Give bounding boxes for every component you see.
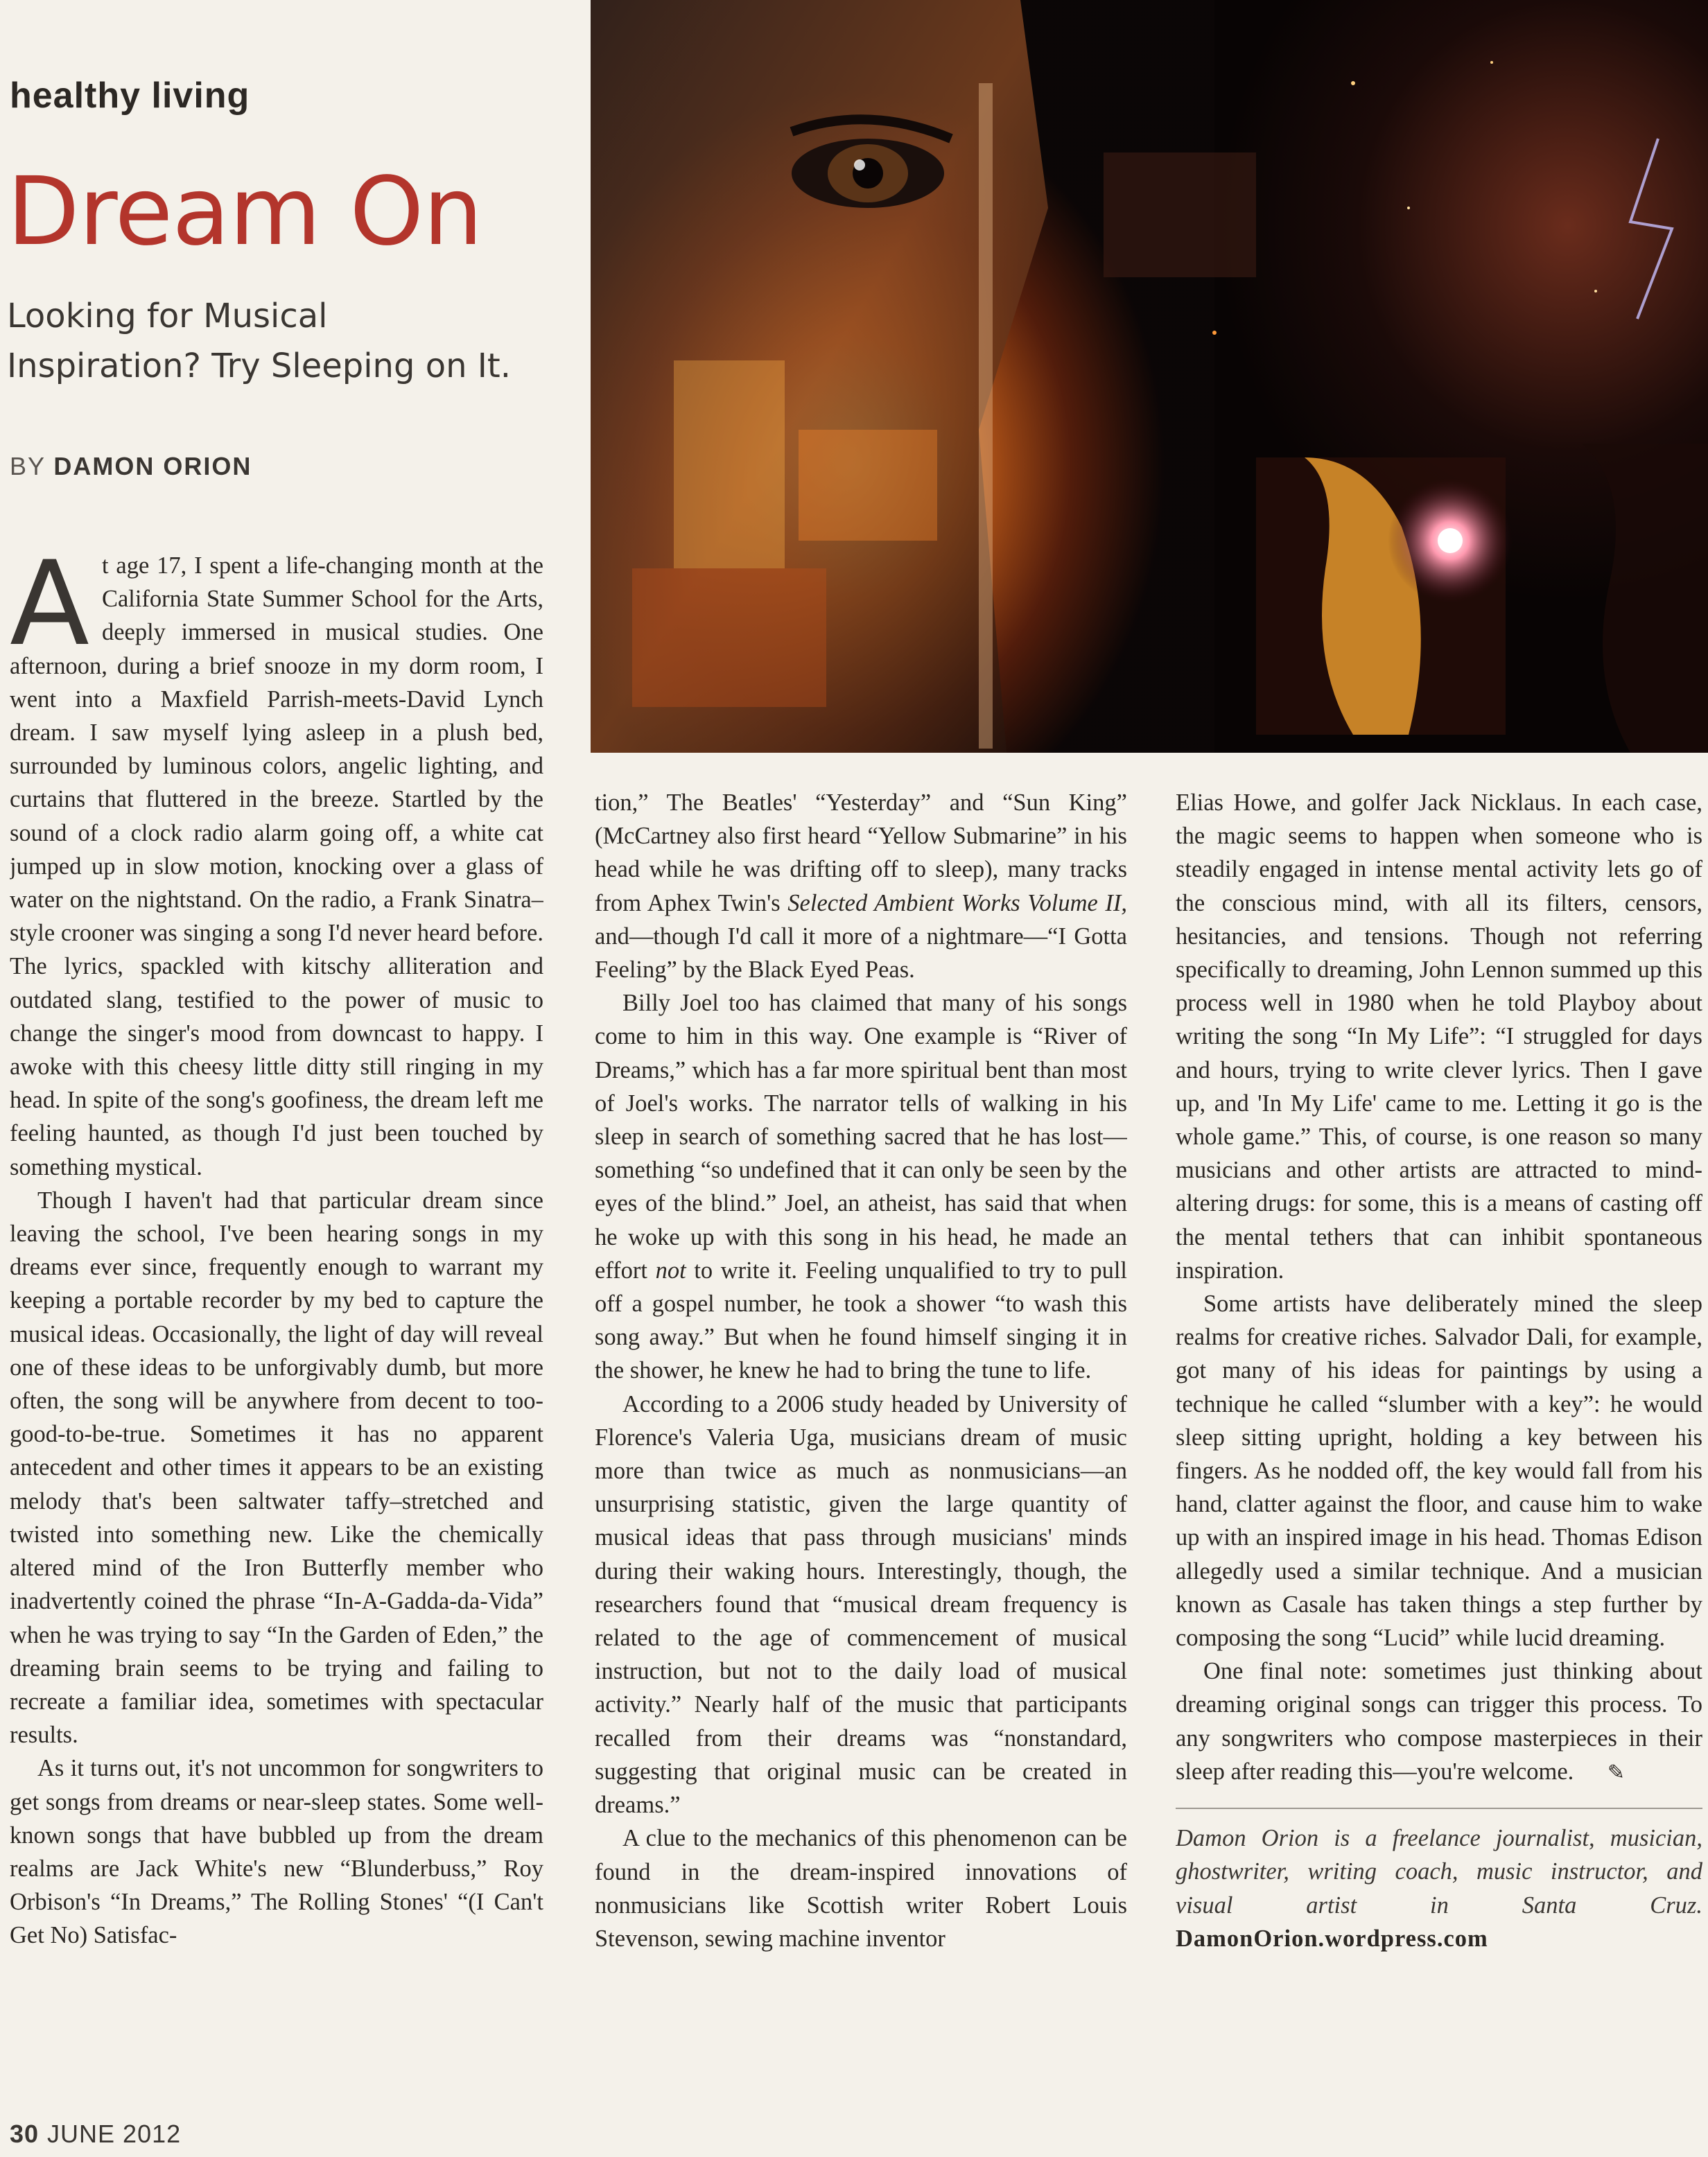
paragraph-4-text-b: to write it. Feeling unqualified to try to pull off a gospel number, he took a shower “to wash this song away.” But when he found himself singing it in the shower, he knew he had to bring the tune to life. [595,1257,1127,1384]
article-paragraph-1 [10,549,543,1184]
bio-divider [1176,1808,1702,1809]
subtitle-line-1: Looking for Musical [7,297,328,335]
author-website-link[interactable]: DamonOrion.wordpress.com [1176,1925,1488,1952]
article-column-1 [10,549,543,2095]
article-paragraph-3-continued [595,786,1127,986]
article-column-2 [595,786,1127,2089]
page-number: 30 [10,2120,40,2148]
article-column-3 [1176,786,1702,2089]
article-paragraph-3: As it turns out, it's not uncommon for songwriters to get songs from dreams or near-sleep states. Some well-known songs that have bubbled up from the dream realms are Jack White's new “Blunderbuss,” Roy Orbison's “In Dreams,” The Rolling Stones' “(I Can't Get No) Satisfac- [10,1755,543,1949]
article-paragraph-6-continued: Elias Howe, and golfer Jack Nicklaus. In each case, the magic seems to happen when someone who is steadily engaged in intense mental activity lets go of the conscious mind, with all its filters, censors, hesitancies, and tensions. Though not referring specifically to dreaming, John Lennon summed up this process well in 1980 when he told Playboy about writing the song “In My Life”: “I struggled for days and hours, trying to write clever lyrics. Then I gave up, and 'In My Life' came to me. Letting it go is the whole game.” This, of course, is one reason so many musicians and other artists are attracted to mind-altering drugs: for some, this is a means of casting off the mental tethers that can inhibit spontaneous inspiration. [1176,789,1702,1284]
end-mark-icon: ✎ [1607,1761,1626,1784]
subtitle-line-2: Inspiration? Try Sleeping on It. [7,347,511,385]
author-bio [1176,1822,1702,1955]
article-paragraph-6: A clue to the mechanics of this phenomenon can be found in the dream-inspired innovations of nonmusicians like Scottish writer Robert Louis Stevenson, sewing machine inventor [595,1825,1127,1952]
byline-author: DAMON ORION [53,452,252,480]
article-paragraph-4 [595,986,1127,1387]
article-paragraph-2: Though I haven't had that particular dream since leaving the school, I've been hearing songs in my dreams ever since, frequently enough to warrant my keeping a portable recorder by my bed to capture the musical ideas. Occasionally, the light of day will reveal one of these ideas to be unforgivably dumb, but more often, the song will be anywhere from decent to too-good-to-be-true. Sometimes it has no apparent antecedent and other times it appears to be an existing melody that's been saltwater taffy–stretched and twisted into something new. Like the chemically altered mind of the Iron Butterfly member who inadvertently coined the phrase “In-A-Gadda-da-Vida” when he was trying to say “In the Garden of Eden,” the dreaming brain seems to be trying and failing to recreate a familiar idea, sometimes with spectacular results. [10,1187,543,1749]
album-title: Selected Ambient Works Volume II, [787,889,1127,916]
article-subtitle [7,291,561,391]
article-title: Dream On [7,157,482,267]
dream-face-artwork [591,0,1708,753]
byline [10,452,252,481]
article-paragraph-5: According to a 2006 study headed by University of Florence's Valeria Uga, musicians dream of music more than twice as much as nonmusicians—an unsurprising statistic, given the large quantity of musical ideas that pass through musicians' minds during their waking hours. Interestingly, though, the researchers found that “musical dream frequency is related to the age of commencement of musical instruction, but not to the daily load of musical activity.” Nearly half of the music that participants recalled from their dreams was “nonstandard, suggesting that original music can be created in dreams.” [595,1390,1127,1819]
author-bio-text: Damon Orion is a freelance journalist, musician, ghostwriter, writing coach, music instructor, and visual artist in Santa Cruz. [1176,1825,1702,1919]
page-folio [10,2120,181,2149]
paragraph-4-text-a: Billy Joel too has claimed that many of his songs come to him in this way. One example is “River of Dreams,” which has a far more spiritual bent than most of Joel's works. The narrator tells of walking in his sleep in search of something sacred that he has lost—something “so undefined that it can only be seen by the eyes of the blind.” Joel, an atheist, has said that when he woke up with this song in his head, he made an effort [595,990,1127,1284]
drop-cap: A [10,549,89,672]
byline-prefix: BY [10,452,46,480]
hero-illustration [591,0,1708,753]
paragraph-3-text-b: and—though I'd call it more of a nightmare—“I Gotta Feeling” by the Black Eyed Peas. [595,923,1127,984]
article-paragraph-7: Some artists have deliberately mined the sleep realms for creative riches. Salvador Dali, for example, got many of his ideas for paintings by using a technique he called “slumber with a key”: he would sleep sitting upright, holding a key between his fingers. As he nodded off, the key would fall from his hand, clatter against the floor, and cause him to wake up with an inspired image in his head. Thomas Edison allegedly used a similar technique. And a musician known as Casale has taken things a step further by composing the song “Lucid” while lucid dreaming. [1176,1291,1702,1652]
paragraph-1-text: t age 17, I spent a life-changing month at the California State Summer School for the Arts, deeply immersed in musical studies. One afternoon, during a brief snooze in my dorm room, I went into a Maxfield Parrish-meets-David Lynch dream. I saw myself lying asleep in a plush bed, surrounded by luminous colors, angelic lighting, and curtains that fluttered in the breeze. Startled by the sound of a clock radio alarm going off, a white cat jumped up in slow motion, knocking over a glass of water on the nightstand. On the radio, a Frank Sinatra–style crooner was singing a song I'd never heard before. The lyrics, spackled with kitschy alliteration and outdated slang, testified to the power of music to change the singer's mood from downcast to happy. I awoke with this cheesy little ditty still ringing in my head. In spite of the song's goofiness, the dream left me feeling haunted, as though I'd just been touched by something mystical. [10,552,543,1180]
emphasis: not [655,1257,686,1284]
paragraph-3-text-a: tion,” The Beatles' “Yesterday” and “Sun King” (McCartney also first heard “Yellow Submarine” in his head while he was drifting off to sleep), many tracks from Aphex Twin's [595,789,1127,916]
issue-date: JUNE 2012 [47,2120,182,2148]
article-paragraph-8 [1176,1654,1702,1790]
section-label: healthy living [10,76,250,116]
paragraph-8-text: One final note: sometimes just thinking about dreaming original songs can trigger this process. To any songwriters who compose masterpieces in their sleep after reading this—you're welcome. [1176,1658,1702,1785]
